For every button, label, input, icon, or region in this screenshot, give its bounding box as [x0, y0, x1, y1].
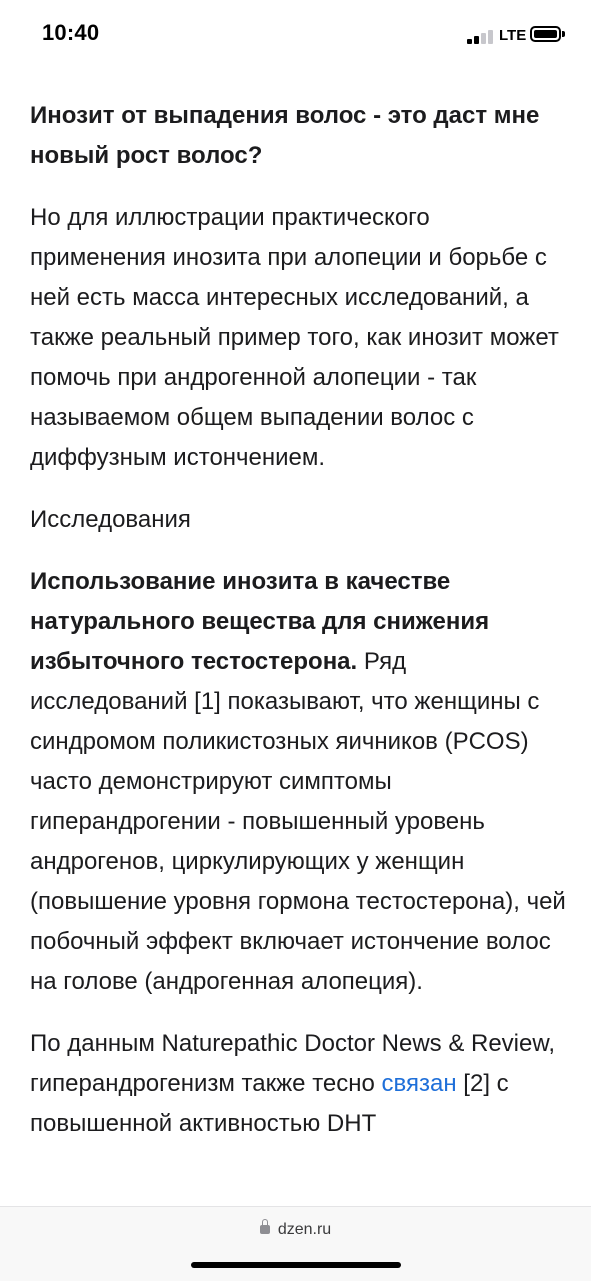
url-text[interactable]: dzen.ru [277, 1221, 332, 1238]
article-paragraph-3 [30, 1024, 570, 1144]
battery-icon [530, 26, 561, 42]
status-time: 10:40 [42, 20, 100, 45]
article-intro: Но для иллюстрации практического применения инозита при алопеции и борьбе с ней есть масса интересных исследований, а также реальный пример того, как инозит может помочь при андрогенной алопеции - так называемом общем выпадении волос с диффузным истончением. [30, 204, 559, 471]
network-type: LTE [499, 27, 527, 44]
lock-icon [260, 1225, 270, 1234]
paragraph-3-start: По данным Naturepathic Doctor News & Review, гиперандрогенизм также тесно [30, 1030, 556, 1097]
browser-bottom-bar [0, 1206, 591, 1281]
paragraph-2-text: Ряд исследований [1] показывают, что женщины с синдромом поликистозных яичников (PCOS) часто демонстрируют симптомы гиперандрогении - повышенный уровень андрогенов, циркулирующих у женщин (повышение уровня гормона тестостерона), чей побочный эффект включает истончение волос на голове (андрогенная алопеция). [30, 648, 566, 995]
paragraph-2-bold: Использование инозита в качестве натурального вещества для снижения избыточного тестостерона. [30, 568, 490, 675]
address-bar[interactable] [0, 1221, 591, 1239]
article-subheading: Исследования [30, 506, 191, 533]
status-bar [0, 0, 591, 72]
home-indicator[interactable] [191, 1262, 401, 1268]
paragraph-3-link[interactable]: связан [381, 1070, 457, 1097]
article-paragraph-2 [30, 562, 570, 1002]
article-heading: Инозит от выпадения волос - это даст мне новый рост волос? [30, 102, 540, 169]
article-body [30, 96, 570, 1166]
paragraph-3-end: [2] с повышенной активностью DHT [30, 1070, 509, 1137]
signal-strength-icon [467, 28, 497, 44]
